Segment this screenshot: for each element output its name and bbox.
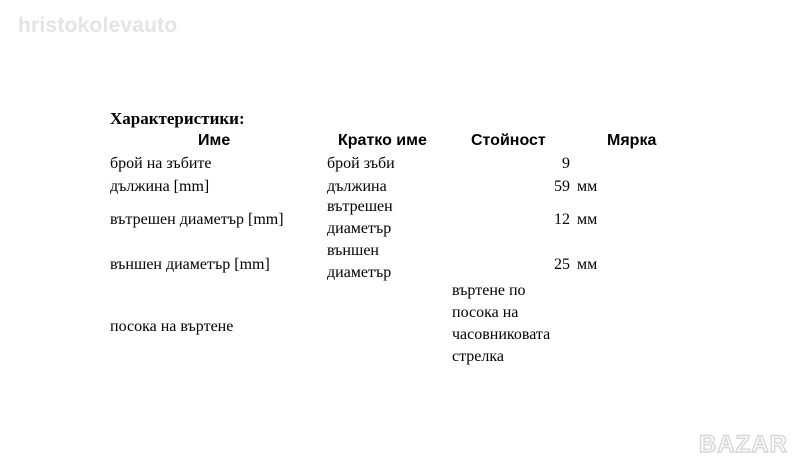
column-header-name: Име: [198, 132, 231, 149]
column-header-short-name: Кратко име: [338, 132, 427, 149]
row-1-value: 9: [562, 155, 570, 172]
row-4-value: 25: [554, 256, 570, 273]
row-3-unit: мм: [577, 211, 598, 228]
row-3-value: 12: [554, 211, 570, 228]
row-4-name: външен диаметър [mm]: [110, 256, 270, 273]
row-5-name: посока на въртене: [110, 318, 234, 335]
row-2-short-name: дължина: [327, 178, 387, 195]
row-4-short-name: външен диаметър: [327, 242, 392, 281]
row-4-unit: мм: [577, 256, 598, 273]
row-1-name: брой на зъбите: [110, 155, 212, 172]
bazar-logo: BAZAR: [699, 431, 788, 458]
row-5-value: въртене по посока на часовниковата стрелка: [452, 282, 551, 365]
column-header-value: Стойност: [471, 132, 546, 149]
column-header-unit: Мярка: [607, 132, 657, 149]
row-1-short-name: брой зъби: [327, 155, 395, 172]
watermark-text: hristokolevauto: [18, 14, 178, 37]
row-2-value: 59: [554, 178, 570, 195]
row-3-short-name: вътрешен диаметър: [327, 198, 393, 237]
row-2-unit: мм: [577, 178, 598, 195]
spec-heading: Характеристики:: [110, 109, 245, 128]
row-3-name: вътрешен диаметър [mm]: [110, 211, 284, 228]
row-2-name: дължина [mm]: [110, 178, 210, 195]
